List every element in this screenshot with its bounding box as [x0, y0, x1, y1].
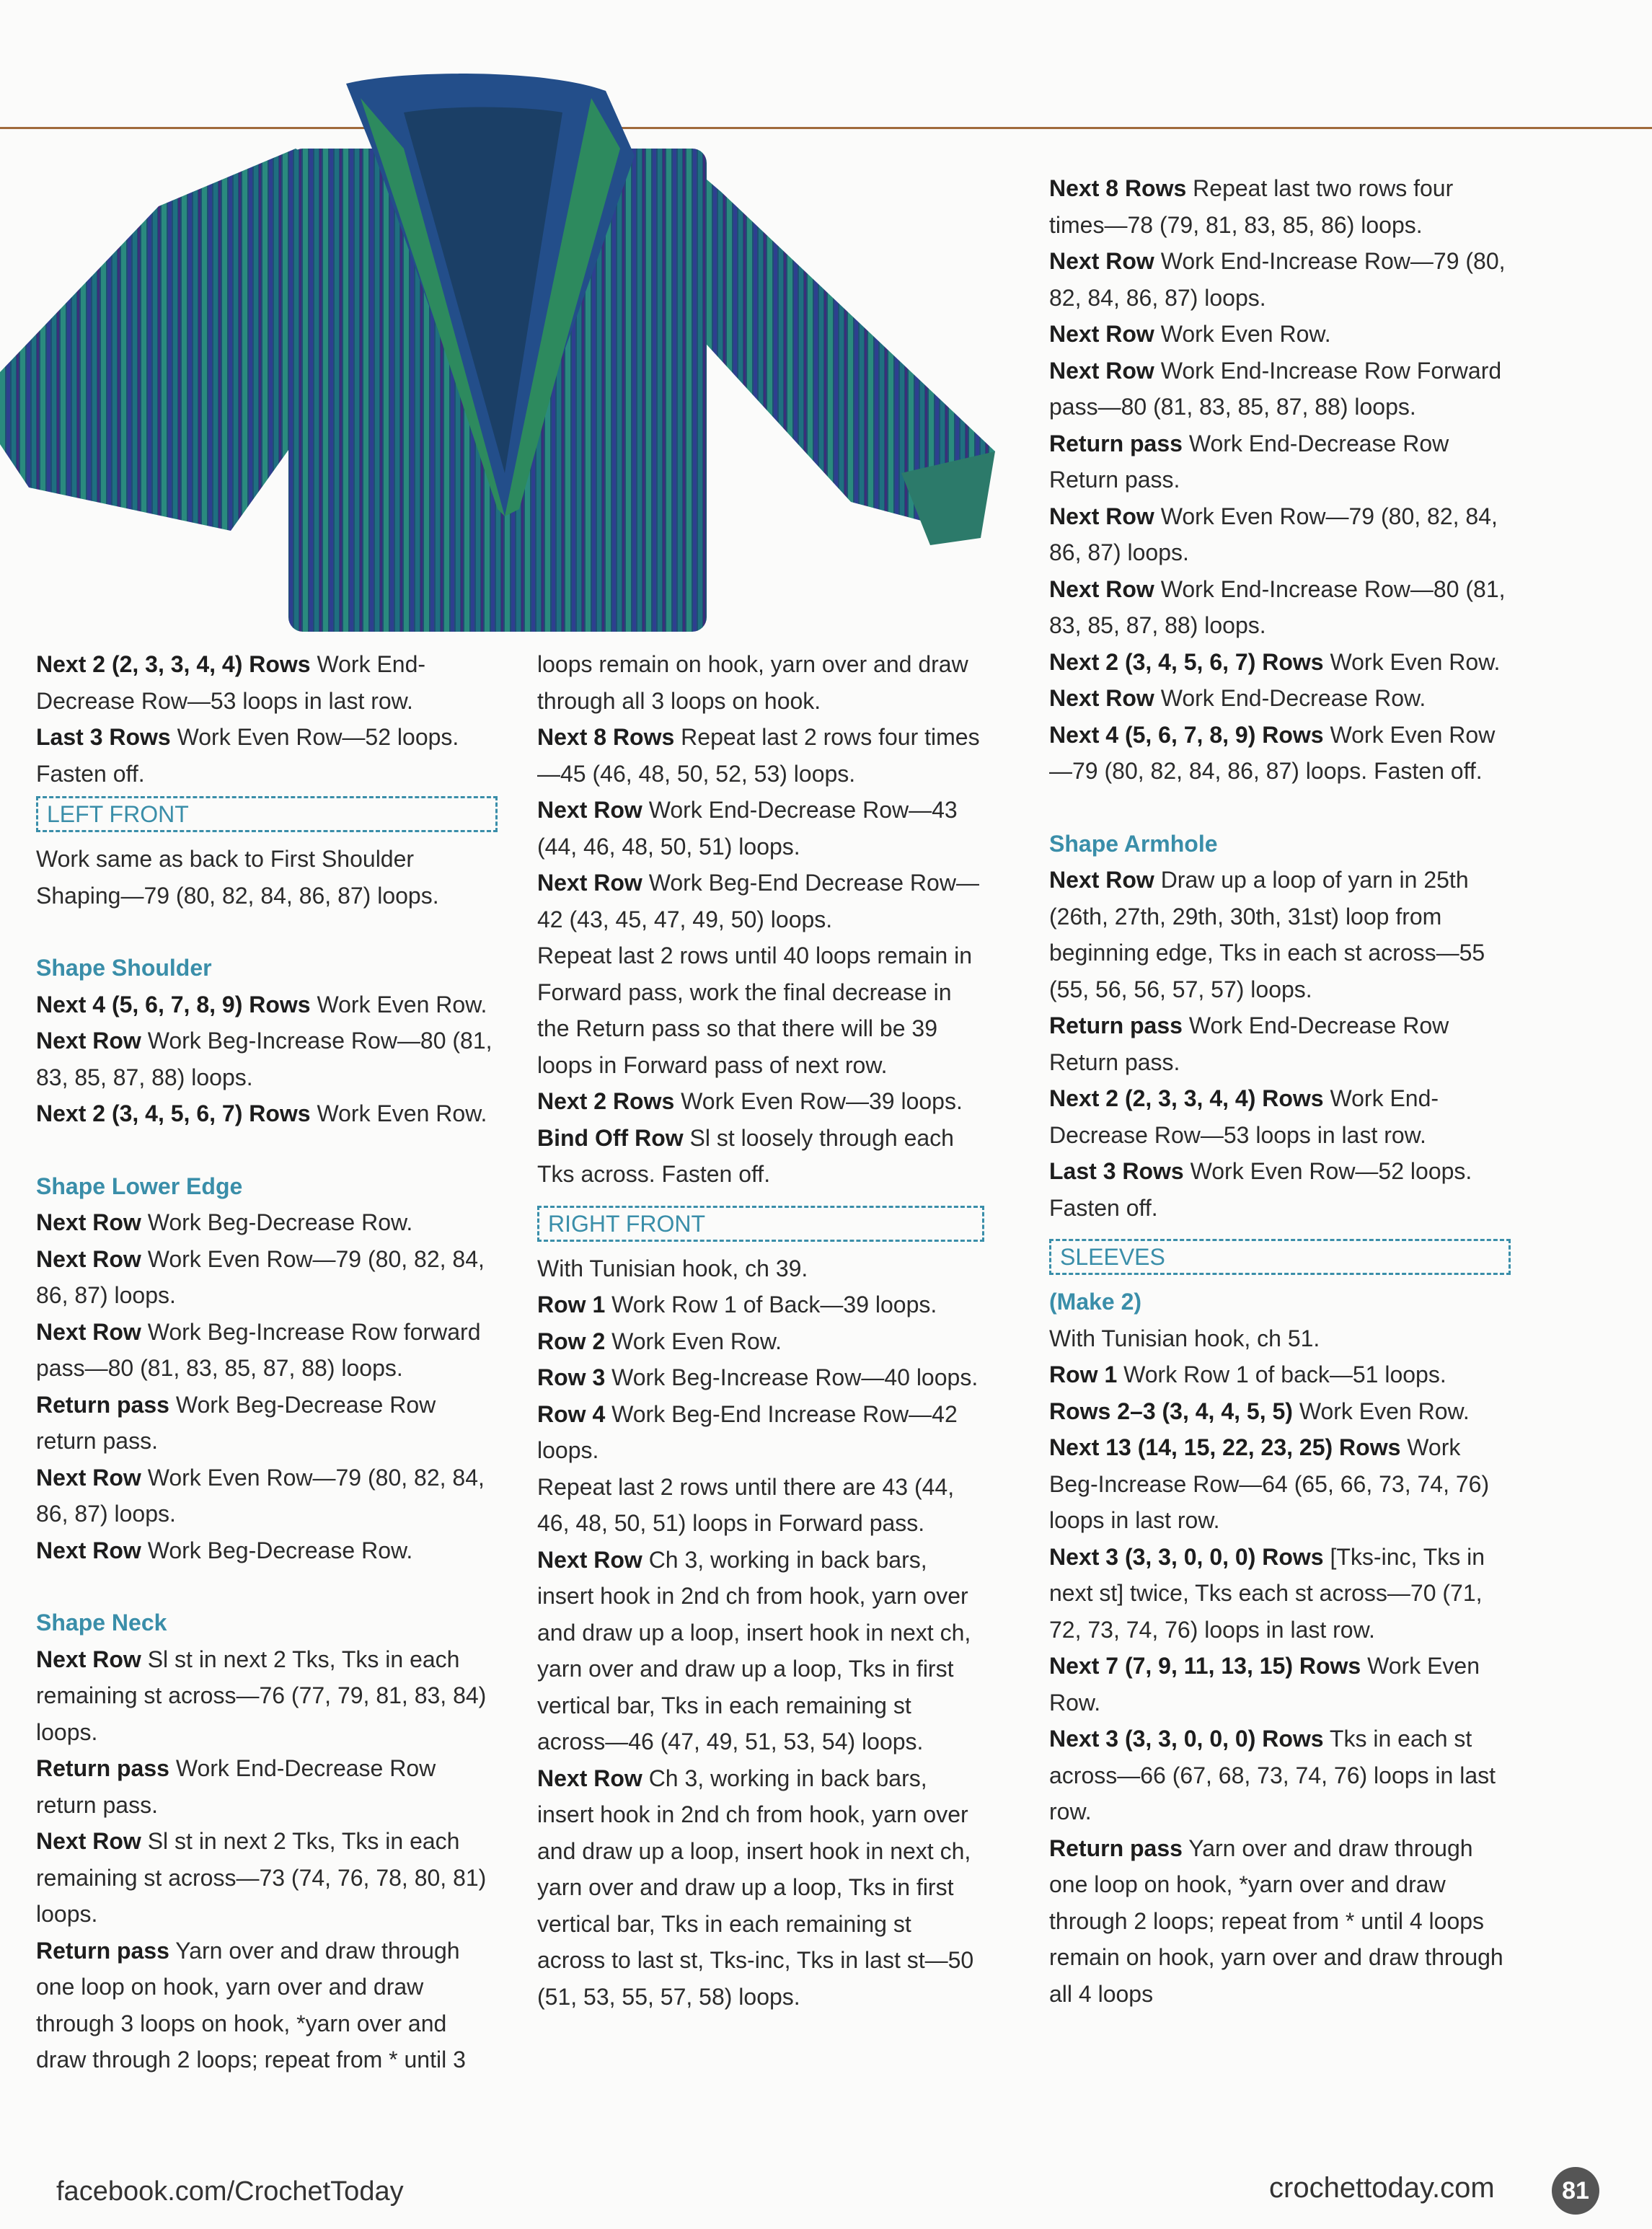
footer-facebook-link[interactable]: facebook.com/CrochetToday	[56, 2176, 404, 2207]
column-1: Next 2 (2, 3, 3, 4, 4) Rows Work End-Decrease Row—53 loops in last row. Last 3 Rows Work Even Row—52 loops. Fasten off. LEFT FRONT Work same as back to First Shoulder Shaping—79 (80, 82, 84, 86, 87) loops. Shape Shoulder Next 4 (5, 6, 7, 8, 9) Rows Work Even Row. Next Row Work Beg-Increase Row—80 (81, 83, 85, 87, 88) loops. Next 2 (3, 4, 5, 6, 7) Rows Work Even Row. Shape Lower Edge Next Row Work Beg-Decrease Row. Next Row Work Even Row—79 (80, 82, 84, 86, 87) loops. Next Row Work Beg-Increase Row forward pass—80 (81, 83, 85, 87, 88) loops. Return pass Work Beg-Decrease Row return pass. Next Row Work Even Row—79 (80, 82, 84, 86, 87) loops. Next Row Work Beg-Decrease Row. Shape Neck Next Row Sl st in next 2 Tks, Tks in each remaining st across—76 (77, 79, 81, 83, 84) loops. Return pass Work End-Decrease Row return pass. Next Row Sl st in next 2 Tks, Tks in each remaining st across—73 (74, 76, 78, 80, 81) loops. Return pass Yarn over and draw through one loop on hook, yarn over and draw through 3 loops on hook, *yarn over and draw through 2 loops; repeat from * until 3	[36, 646, 498, 2078]
footer-site-link[interactable]: crochettoday.com	[1269, 2172, 1495, 2204]
heading-shape-neck: Shape Neck	[36, 1610, 167, 1636]
section-right-front: RIGHT FRONT	[537, 1206, 984, 1242]
cardigan-photo	[0, 69, 1010, 632]
heading-shape-shoulder: Shape Shoulder	[36, 955, 212, 981]
column-3: Next 8 Rows Repeat last two rows four times—78 (79, 81, 83, 85, 86) loops. Next Row Work End-Increase Row—79 (80, 82, 84, 86, 87) loops. Next Row Work Even Row. Next Row Work End-Increase Row Forward pass—80 (81, 83, 85, 87, 88) loops. Return pass Work End-Decrease Row Return pass. Next Row Work Even Row—79 (80, 82, 84, 86, 87) loops. Next Row Work End-Increase Row—80 (81, 83, 85, 87, 88) loops. Next 2 (3, 4, 5, 6, 7) Rows Work Even Row. Next Row Work End-Decrease Row. Next 4 (5, 6, 7, 8, 9) Rows Work Even Row—79 (80, 82, 84, 86, 87) loops. Fasten off. Shape Armhole Next Row Draw up a loop of yarn in 25th (26th, 27th, 29th, 30th, 31st) loop from beginning edge, Tks in each st across—55 (55, 56, 56, 57, 57) loops. Return pass Work End-Decrease Row Return pass. Next 2 (2, 3, 3, 4, 4) Rows Work End-Decrease Row—53 loops in last row. Last 3 Rows Work Even Row—52 loops. Fasten off. SLEEVES (Make 2) With Tunisian hook, ch 51. Row 1 Work Row 1 of back—51 loops. Rows 2–3 (3, 4, 4, 5, 5) Work Even Row. Next 13 (14, 15, 22, 23, 25) Rows Work Beg-Increase Row—64 (65, 66, 73, 74, 76) loops in last row. Next 3 (3, 3, 0, 0, 0) Rows [Tks-inc, Tks in next st] twice, Tks each st across—70 (71, 72, 73, 74, 76) loops in last row. Next 7 (7, 9, 11, 13, 15) Rows Work Even Row. Next 3 (3, 3, 0, 0, 0) Rows Tks in each st across—66 (67, 68, 73, 74, 76) loops in last row. Return pass Yarn over and draw through one loop on hook, *yarn over and draw through 2 loops; repeat from * until 4 loops remain on hook, yarn over and draw through all 4 loops	[1049, 170, 1511, 2012]
heading-make-2: (Make 2)	[1049, 1289, 1142, 1315]
heading-shape-armhole: Shape Armhole	[1049, 830, 1218, 857]
heading-shape-lower-edge: Shape Lower Edge	[36, 1173, 243, 1199]
section-sleeves: SLEEVES	[1049, 1239, 1511, 1275]
column-2: loops remain on hook, yarn over and draw through all 3 loops on hook. Next 8 Rows Repeat last 2 rows four times—45 (46, 48, 50, 52, 53) loops. Next Row Work End-Decrease Row—43 (44, 46, 48, 50, 51) loops. Next Row Work Beg-End Decrease Row—42 (43, 45, 47, 49, 50) loops. Repeat last 2 rows until 40 loops remain in Forward pass, work the final decrease in the Return pass so that there will be 39 loops in Forward pass of next row. Next 2 Rows Work Even Row—39 loops. Bind Off Row Sl st loosely through each Tks across. Fasten off. RIGHT FRONT With Tunisian hook, ch 39. Row 1 Work Row 1 of Back—39 loops. Row 2 Work Even Row. Row 3 Work Beg-Increase Row—40 loops. Row 4 Work Beg-End Increase Row—42 loops. Repeat last 2 rows until there are 43 (44, 46, 48, 50, 51) loops in Forward pass. Next Row Ch 3, working in back bars, insert hook in 2nd ch from hook, yarn over and draw up a loop, insert hook in next ch, yarn over and draw up a loop, Tks in first vertical bar, Tks in each remaining st across—46 (47, 49, 51, 53, 54) loops. Next Row Ch 3, working in back bars, insert hook in 2nd ch from hook, yarn over and draw up a loop, insert hook in next ch, yarn over and draw up a loop, Tks in first vertical bar, Tks in each remaining st across to last st, Tks-inc, Tks in last st—50 (51, 53, 55, 57, 58) loops.	[537, 646, 984, 2015]
page-number: 81	[1552, 2167, 1599, 2215]
section-left-front: LEFT FRONT	[36, 796, 498, 832]
